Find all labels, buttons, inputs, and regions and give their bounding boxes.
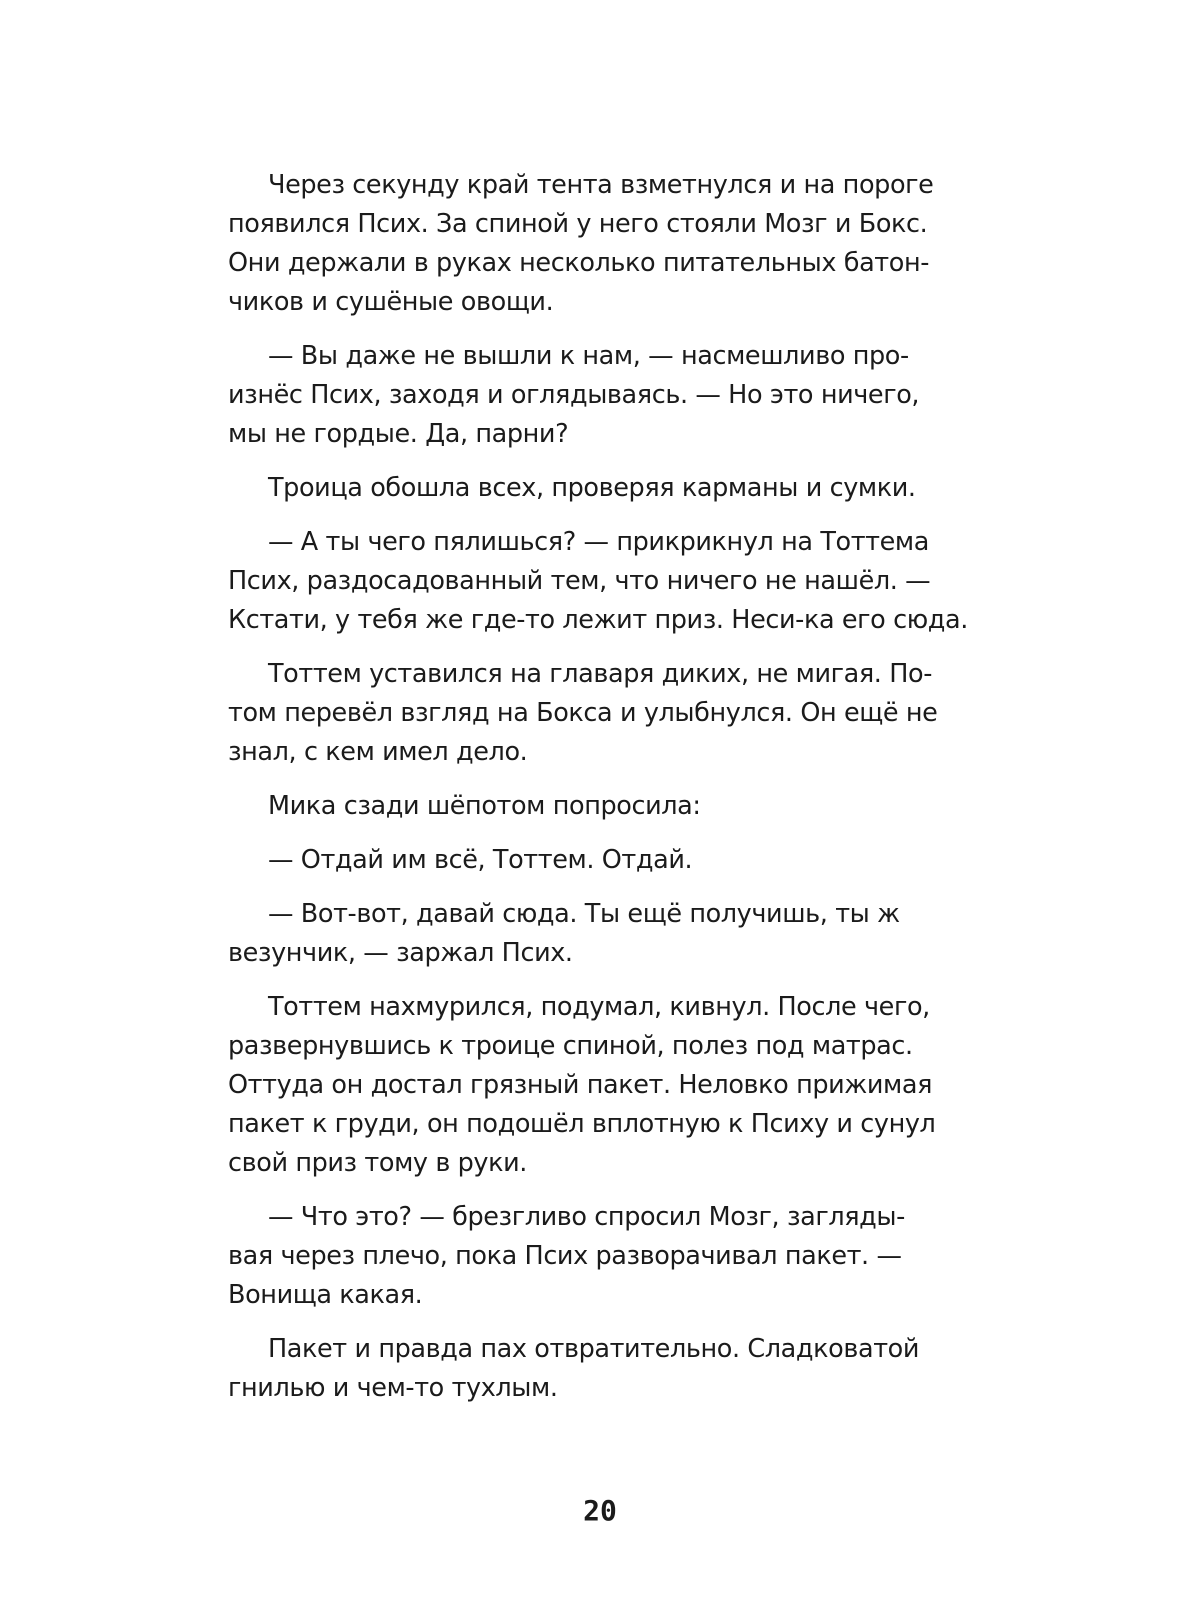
paragraph-11 <box>228 1330 984 1408</box>
text-line: Троица обошла всех, проверяя карманы и сумки. <box>268 473 916 503</box>
text-line: гнилью и чем-то тухлым. <box>228 1373 558 1403</box>
body-text <box>228 166 984 1423</box>
page-number: 20 <box>583 1494 617 1527</box>
text-line: везунчик, — заржал Псих. <box>228 938 573 968</box>
text-line: Тоттем уставился на главаря диких, не мигая. По- <box>268 659 932 689</box>
text-line: развернувшись к троице спиной, полез под матрас. <box>228 1031 913 1061</box>
paragraph-8 <box>228 895 984 973</box>
text-line: пакет к груди, он подошёл вплотную к Психу и сунул <box>228 1109 936 1139</box>
text-line: Они держали в руках несколько питательных батон- <box>228 248 930 278</box>
paragraph-10 <box>228 1198 984 1315</box>
paragraph-7 <box>228 841 984 880</box>
text-line: изнёс Псих, заходя и оглядываясь. — Но это ничего, <box>228 380 920 410</box>
text-line: Мика сзади шёпотом попросила: <box>268 791 701 821</box>
text-line: — Вы даже не вышли к нам, — насмешливо про- <box>268 341 909 371</box>
text-line: Через секунду край тента взметнулся и на пороге <box>268 170 934 200</box>
text-line: Вонища какая. <box>228 1280 423 1310</box>
text-line: мы не гордые. Да, парни? <box>228 419 569 449</box>
text-line: вая через плечо, пока Псих разворачивал пакет. — <box>228 1241 902 1271</box>
paragraph-4 <box>228 523 984 640</box>
text-line: Пакет и правда пах отвратительно. Сладковатой <box>268 1334 920 1364</box>
text-line: чиков и сушёные овощи. <box>228 287 554 317</box>
text-line: — Что это? — брезгливо спросил Мозг, загляды- <box>268 1202 905 1232</box>
text-line: Псих, раздосадованный тем, что ничего не нашёл. — <box>228 566 931 596</box>
text-line: Тоттем нахмурился, подумал, кивнул. После чего, <box>268 992 930 1022</box>
text-line: Оттуда он достал грязный пакет. Неловко прижимая <box>228 1070 933 1100</box>
paragraph-3 <box>228 469 984 508</box>
text-line: том перевёл взгляд на Бокса и улыбнулся. Он ещё не <box>228 698 938 728</box>
paragraph-5 <box>228 655 984 772</box>
paragraph-6 <box>228 787 984 826</box>
text-line: — А ты чего пялишься? — прикрикнул на Тоттема <box>268 527 929 557</box>
paragraph-9 <box>228 988 984 1183</box>
text-line: знал, с кем имел дело. <box>228 737 528 767</box>
text-line: появился Псих. За спиной у него стояли Мозг и Бокс. <box>228 209 928 239</box>
text-line: Кстати, у тебя же где-то лежит приз. Неси-ка его сюда. <box>228 605 968 635</box>
paragraph-1 <box>228 166 984 322</box>
text-line: — Вот-вот, давай сюда. Ты ещё получишь, ты ж <box>268 899 900 929</box>
text-line: свой приз тому в руки. <box>228 1148 528 1178</box>
paragraph-2 <box>228 337 984 454</box>
text-line: — Отдай им всё, Тоттем. Отдай. <box>268 845 693 875</box>
